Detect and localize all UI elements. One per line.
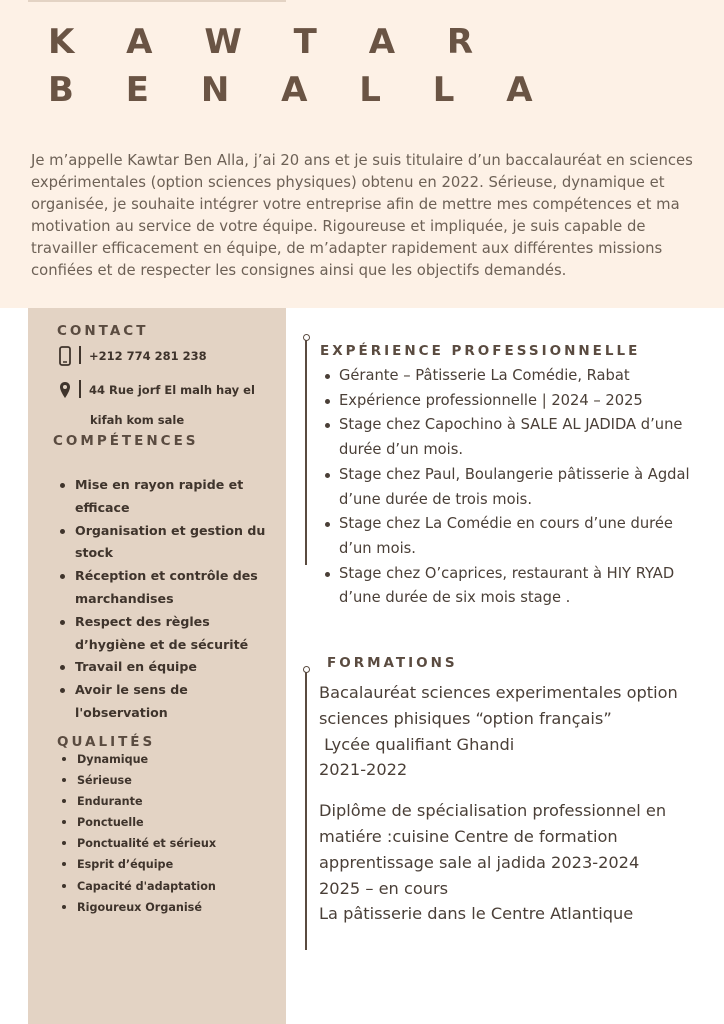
formation-2 <box>319 798 709 927</box>
experience-item: Expérience professionnelle | 2024 – 2025 <box>319 389 699 414</box>
experience-timeline-dot <box>303 334 310 341</box>
formation-line: sciences phisiques “option français” <box>319 708 612 728</box>
first-name: K A W T A R <box>48 22 494 62</box>
experience-title: EXPÉRIENCE PROFESSIONNELLE <box>320 343 641 359</box>
quality-item: Sérieuse <box>56 770 256 791</box>
formation-gap <box>319 783 709 798</box>
formation-line: 2021-2022 <box>319 760 408 780</box>
skills-list <box>48 474 268 725</box>
formations-content <box>319 680 709 927</box>
quality-item: Dynamique <box>56 749 256 770</box>
contact-phone <box>57 346 207 366</box>
contact-title: CONTACT <box>57 323 149 339</box>
skill-item: Réception et contrôle des marchandises <box>48 565 268 611</box>
formations-timeline-dot <box>303 666 310 673</box>
phone-number: +212 774 281 238 <box>89 349 207 363</box>
skills-title: COMPÉTENCES <box>53 433 199 449</box>
quality-item: Ponctuelle <box>56 812 256 833</box>
skill-item: Mise en rayon rapide et efficace <box>48 474 268 520</box>
skill-item: Respect des règles d’hygiène et de sécurité <box>48 611 268 657</box>
location-pin-icon <box>57 380 73 400</box>
quality-item: Endurante <box>56 791 256 812</box>
phone-icon <box>57 346 73 366</box>
experience-item: Stage chez La Comédie en cours d’une durée d’un mois. <box>319 512 699 561</box>
quality-item: Rigoureux Organisé <box>56 897 256 918</box>
contact-address <box>57 380 255 400</box>
experience-item: Stage chez O’caprices, restaurant à HIY RYAD d’une durée de six mois stage . <box>319 562 699 611</box>
experience-list <box>319 364 699 611</box>
quality-item: Esprit d’équipe <box>56 854 256 875</box>
top-rule <box>28 0 286 2</box>
experience-item: Gérante – Pâtisserie La Comédie, Rabat <box>319 364 699 389</box>
contact-separator <box>79 380 81 398</box>
address-line-1: 44 Rue jorf El malh hay el <box>89 383 255 397</box>
skill-item: Travail en équipe <box>48 656 268 679</box>
formation-1 <box>319 680 709 783</box>
intro-paragraph: Je m’appelle Kawtar Ben Alla, j’ai 20 ans et je suis titulaire d’un baccalauréat en sciences expérimentales (option sciences physiques) obtenu en 2022. Sérieuse, dynamique et organisée, je souhaite intégrer votre entreprise afin de mettre mes compétences et ma motivation au service de votre équipe. Rigoureuse et impliquée, je suis capable de travailler efficacement en équipe, de m’adapter rapidement aux différentes missions confiées et de respecter les consignes ainsi que les objectifs demandés. <box>31 152 693 279</box>
formation-line: apprentissage sale al jadida 2023-2024 <box>319 852 640 872</box>
quality-item: Ponctualité et sérieux <box>56 833 256 854</box>
quality-item: Capacité d'adaptation <box>56 876 256 897</box>
formation-line: Lycée qualifiant Ghandi <box>319 734 515 754</box>
last-name: B E N A L L A <box>48 70 553 110</box>
qualities-list <box>56 749 256 918</box>
contact-separator <box>79 346 81 364</box>
formations-timeline-line <box>305 672 307 950</box>
experience-timeline-line <box>305 340 307 565</box>
formations-title: FORMATIONS <box>327 655 458 671</box>
formation-line: Diplôme de spécialisation professionnel en <box>319 801 667 821</box>
skill-item: Avoir le sens de l'observation <box>48 679 268 725</box>
formation-line: 2025 – en cours <box>319 878 449 898</box>
experience-item: Stage chez Capochino à SALE AL JADIDA d’une durée d’un mois. <box>319 413 699 462</box>
skill-item: Organisation et gestion du stock <box>48 520 268 566</box>
formation-line: matiére :cuisine Centre de formation <box>319 826 618 846</box>
formation-line: Bacalauréat sciences experimentales option <box>319 683 678 702</box>
qualities-title: QUALITÉS <box>57 734 156 750</box>
experience-item: Stage chez Paul, Boulangerie pâtisserie à Agdal d’une durée de trois mois. <box>319 463 699 512</box>
formation-line: La pâtisserie dans le Centre Atlantique <box>319 904 634 924</box>
address-line-2: kifah kom sale <box>90 413 185 427</box>
